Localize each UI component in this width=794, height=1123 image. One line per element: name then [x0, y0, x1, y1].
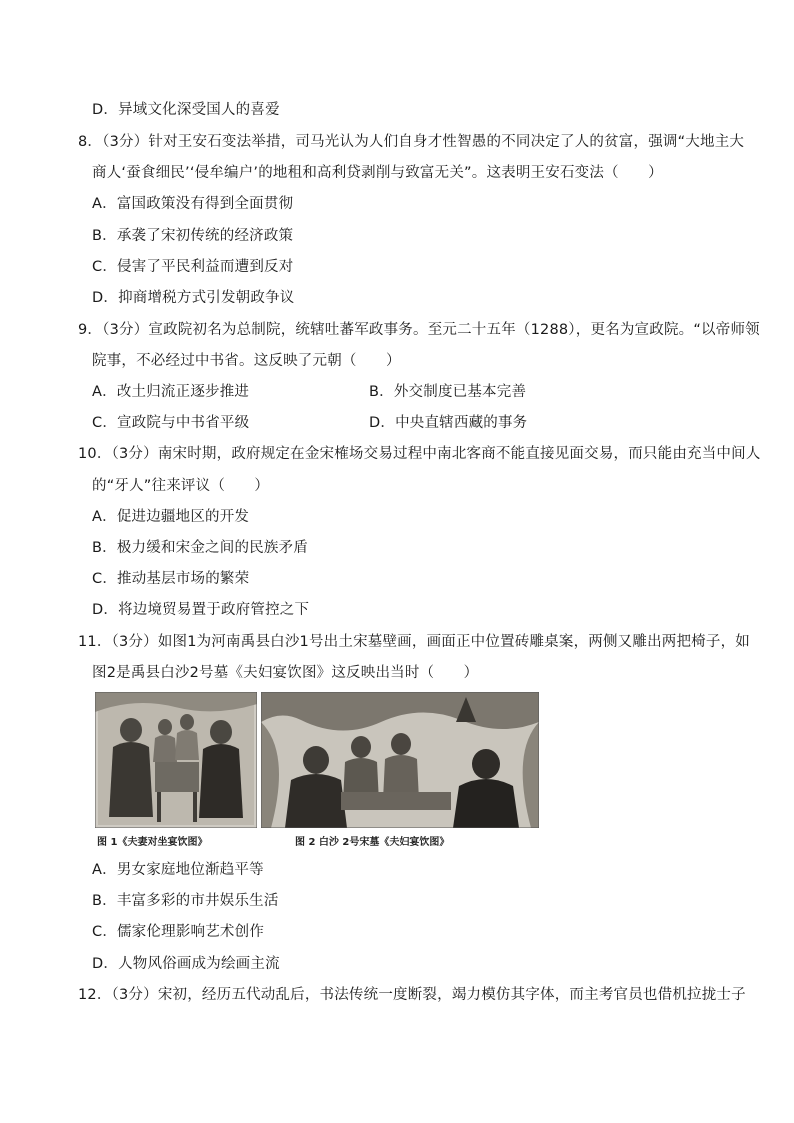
- q8-stem-line2: 商人‘蚕食细民’‘侵牟编户’的地租和高利贷剥削与致富无关”。这表明王安石变法（ ）: [92, 165, 663, 181]
- q11-stem-line2: 图2是禹县白沙2号墓《夫妇宴饮图》这反映出当时（ ）: [92, 665, 479, 681]
- q8-stem-line1: 8．（3分）针对王安石变法举措，司马光认为人们自身才性智愚的不同决定了人的贫富，强调“大地主大: [78, 134, 745, 150]
- q11-stem-line1: 11．（3分）如图1为河南禹县白沙1号出土宋墓壁画，画面正中位置砖雕桌案，两侧又雕出两把椅子，如: [78, 634, 750, 650]
- q9-option-a: A．改土归流正逐步推进: [92, 384, 250, 400]
- q11-option-d: D．人物风俗画成为绘画主流: [92, 956, 280, 972]
- q10-option-a: A．促进边疆地区的开发: [92, 509, 250, 525]
- mural-image-2: [261, 692, 539, 828]
- q8-option-c: C．侵害了平民利益而遭到反对: [92, 259, 294, 275]
- q11-option-c: C．儒家伦理影响艺术创作: [92, 924, 265, 940]
- q10-stem-line1: 10．（3分）南宋时期，政府规定在金宋榷场交易过程中南北客商不能直接见面交易，而只能由充当中间人: [78, 446, 761, 462]
- mural-image-1: [95, 692, 257, 828]
- q8-option-b: B．承袭了宋初传统的经济政策: [92, 228, 294, 244]
- q7-option-d: D．异域文化深受国人的喜爱: [92, 102, 280, 118]
- q12-stem-line1: 12．（3分）宋初，经历五代动乱后，书法传统一度断裂，竭力模仿其字体，而主考官员也借机拉拢士子: [78, 987, 746, 1003]
- figure-2-caption: 图 2 白沙 2号宋墓《夫妇宴饮图》: [295, 837, 450, 848]
- q11-option-a: A．男女家庭地位渐趋平等: [92, 862, 264, 878]
- q9-stem-line1: 9．（3分）宣政院初名为总制院，统辖吐蕃军政事务。至元二十五年（1288），更名为宣政院。“以帝师领: [78, 322, 760, 338]
- q8-option-d: D．抑商增税方式引发朝政争议: [92, 290, 295, 306]
- q11-figure: [95, 692, 539, 850]
- q10-stem-line2: 的“牙人”往来评议（ ）: [92, 478, 270, 494]
- q10-option-b: B．极力缓和宋金之间的民族矛盾: [92, 540, 308, 556]
- q9-stem-line2: 院事，不必经过中书省。这反映了元朝（ ）: [92, 353, 401, 369]
- q9-option-d: D．中央直辖西藏的事务: [369, 415, 528, 431]
- q10-option-d: D．将边境贸易置于政府管控之下: [92, 602, 310, 618]
- q11-option-b: B．丰富多彩的市井娱乐生活: [92, 893, 279, 909]
- figure-1-caption: 图 1《夫妻对坐宴饮图》: [97, 837, 208, 848]
- q9-option-b: B．外交制度已基本完善: [369, 384, 527, 400]
- q9-option-c: C．宣政院与中书省平级: [92, 415, 250, 431]
- q10-option-c: C．推动基层市场的繁荣: [92, 571, 250, 587]
- q8-option-a: A．富国政策没有得到全面贯彻: [92, 196, 294, 212]
